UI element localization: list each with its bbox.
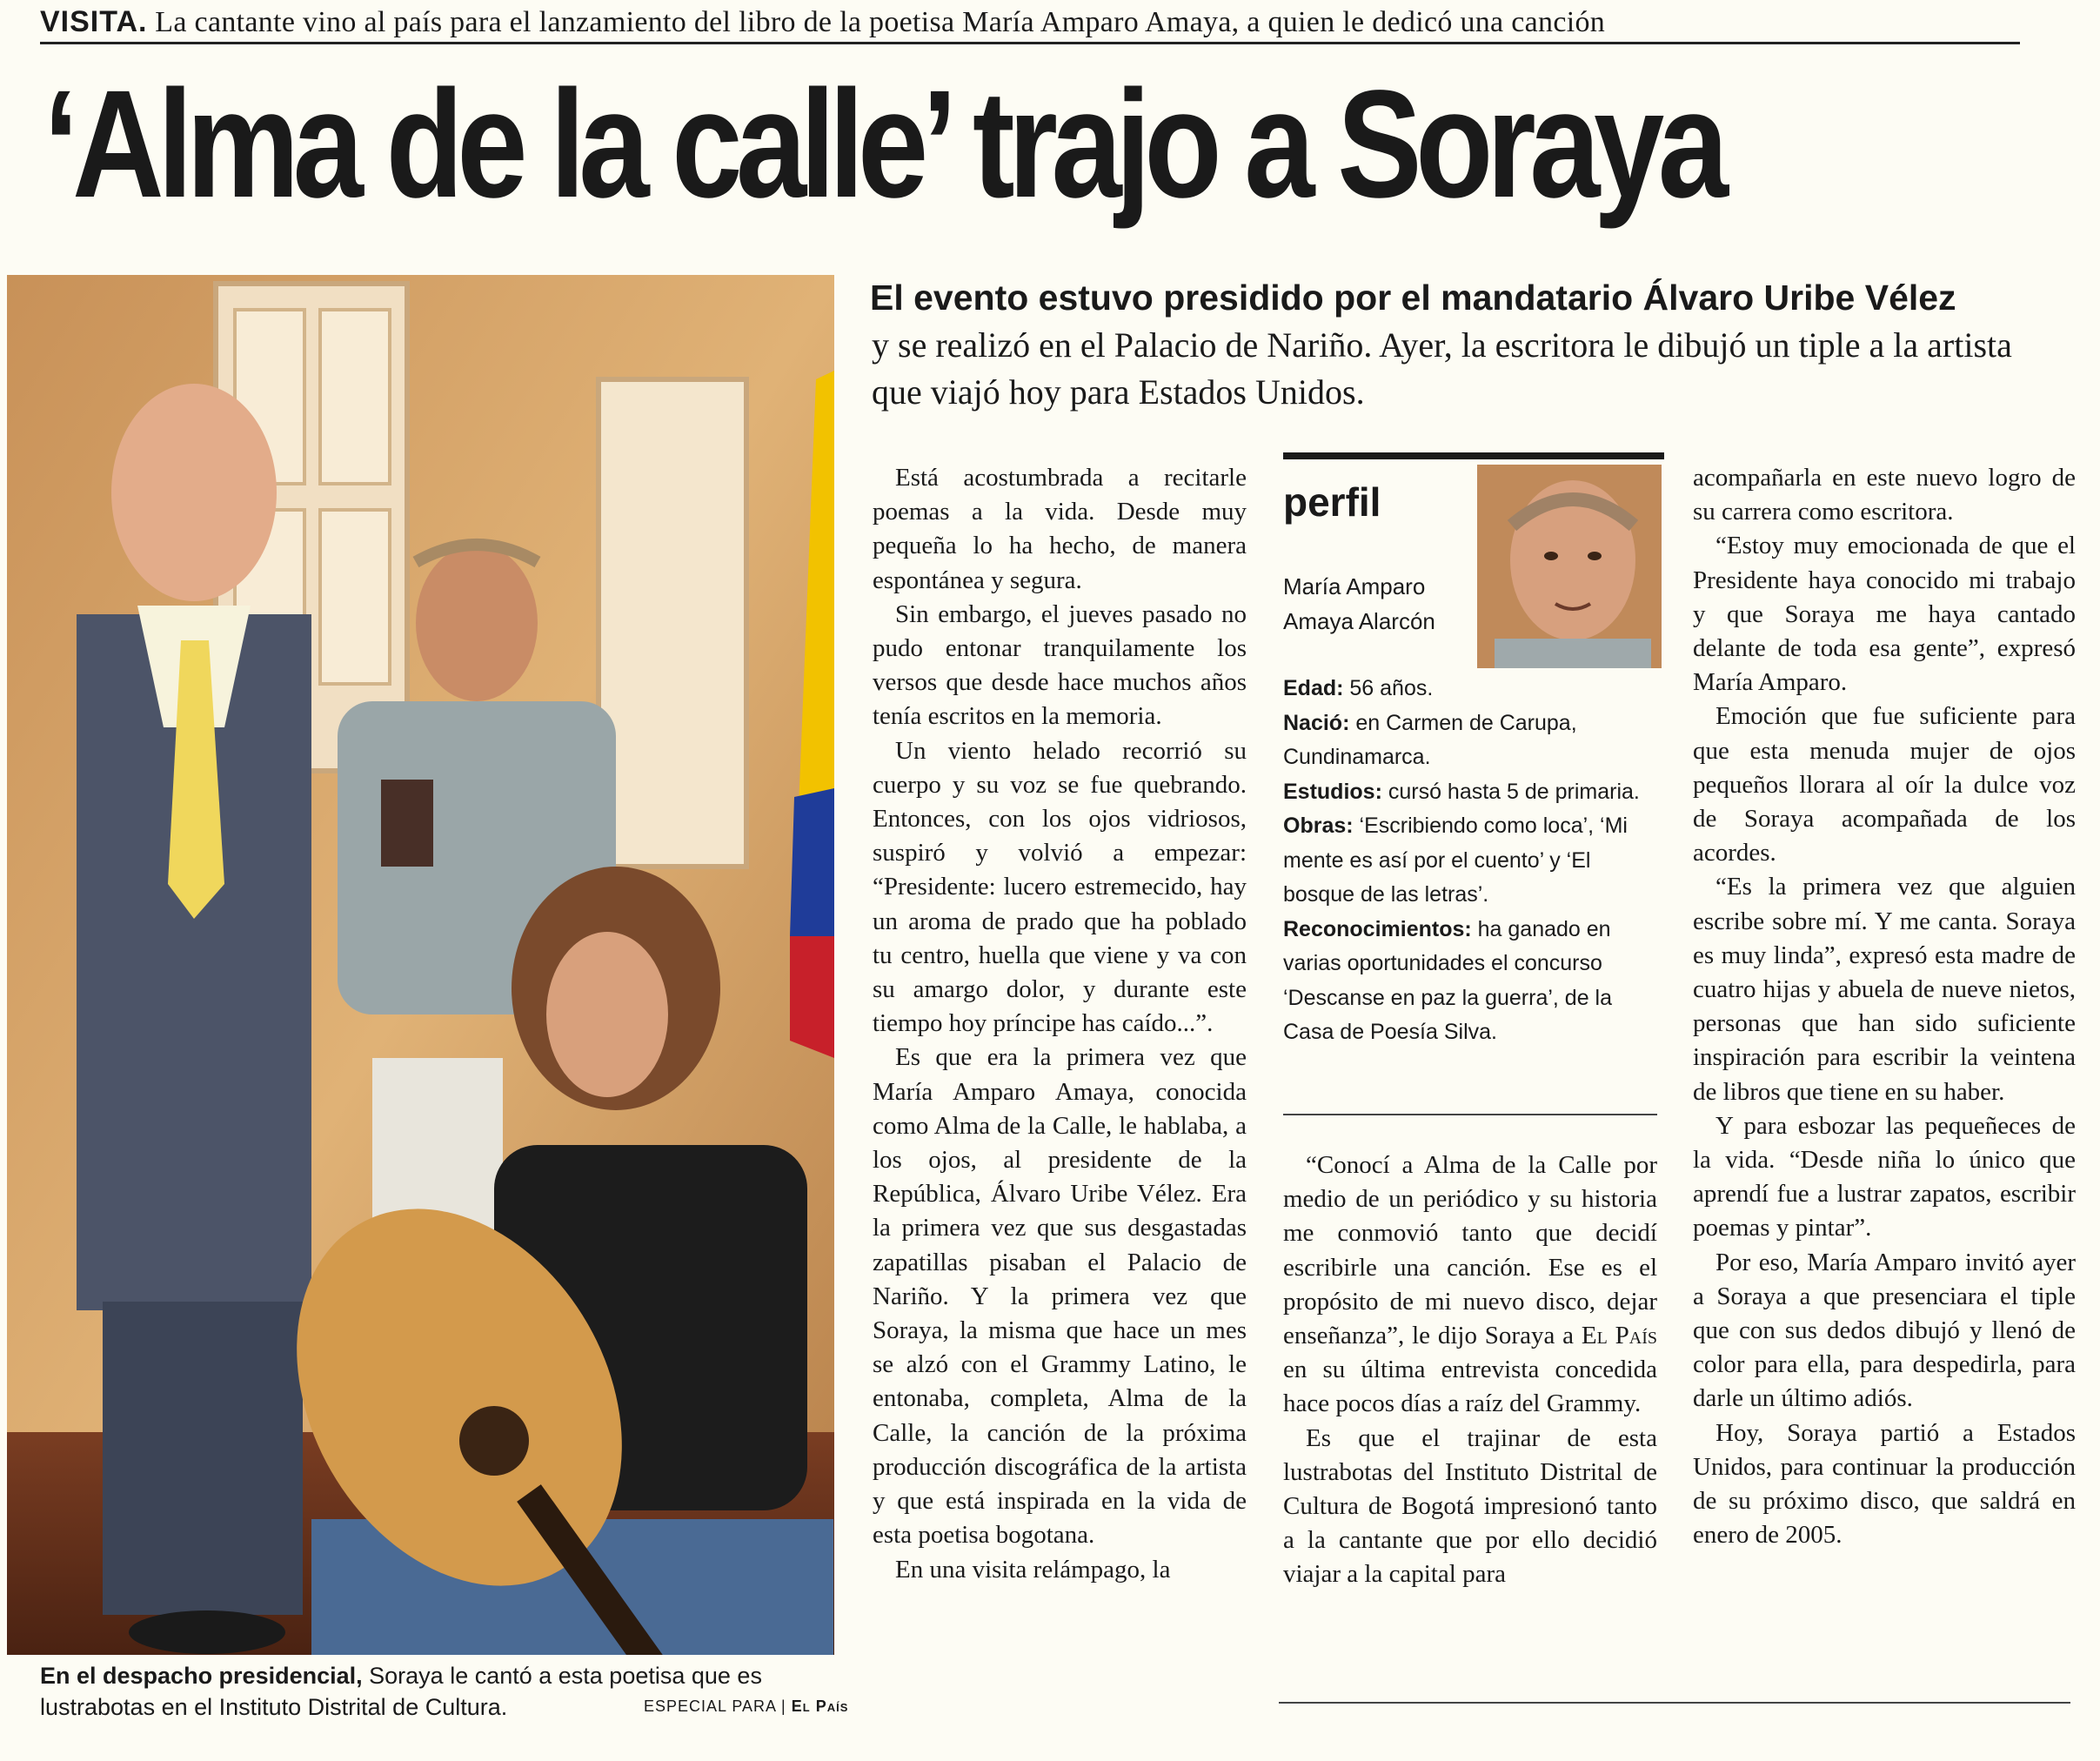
perfil-fact [1283,809,1666,913]
credit-text: ESPECIAL PARA | [644,1697,792,1715]
paragraph [1283,1148,1657,1422]
column-3 [1283,1148,1657,1592]
photo-credit [644,1697,848,1716]
perfil-name-line: María Amparo [1283,573,1426,599]
fact-label: Estudios: [1283,779,1382,804]
fact-value: ha ganado en varias oportunidades el concurso ‘Descanse en paz la guerra’, de la Casa de Poesía Silva. [1283,916,1613,1044]
kicker-label: VISITA. [40,5,148,38]
paragraph: Hoy, Soraya partió a Estados Unidos, para continuar la producción de su próximo disco, que saldrá en enero de 2005. [1693,1418,2076,1550]
caption-text: Soraya le cantó a esta poetisa que es lustrabotas en el Instituto Distrital de Cultura. [40,1663,762,1720]
perfil-fact [1283,706,1666,775]
perfil-name-line: Amaya Alarcón [1283,608,1435,634]
fact-value: ‘Escribiendo como loca’, ‘Mi mente es así por el cuento’ y ‘El bosque de las letras’. [1283,814,1628,907]
paragraph: “Es la primera vez que alguien escribe sobre mí. Y me canta. Soraya es muy linda”, expresó esta madre de cuatro hijas y abuela de nueve nietos, personas que han sido suficiente inspiración para escribir la veintena de libros que tiene en su haber. [1693,873,2076,1106]
quote-text: en su última entrevista concedida hace pocos días a raíz del Grammy. [1283,1356,1657,1418]
perfil-facts [1283,672,1666,1050]
deck-text: y se realizó en el Palacio de Nariño. Ayer, la escritora le dibujó un tiple a la artista que viajó hoy para Estados Unidos. [872,325,2012,412]
perfil-portrait [1477,465,1662,668]
perfil-fact [1283,672,1666,706]
paragraph: “Estoy muy emocionada de que el Presidente haya conocido mi trabajo y que Soraya me haya cantado delante de toda esa gente”, expresó María Amparo. [1693,532,2076,697]
paragraph: Sin embargo, el jueves pasado no pudo entonar tranquilamente los versos que desde hace muchos años tenía escritos en la memoria. [873,599,1247,731]
deck-bold: El evento estuvo presidido por el mandatario Álvaro Uribe Vélez [870,278,1956,318]
perfil-top-rule [1283,452,1664,459]
publication-name: El País [1581,1322,1657,1350]
column-1 [873,461,1247,1587]
main-photo [7,275,834,1655]
paragraph: Es que el trajinar de esta lustrabotas del Instituto Distrital de Cultura de Bogotá impresionó tanto a la cantante que por ello decidió viajar a la capital para [1283,1423,1657,1589]
perfil-portrait-illustration [1477,465,1662,668]
paragraph: Por eso, María Amparo invitó ayer a Soraya a que presenciara el tiple que con sus dedos dibujó y llenó de color para ella, para despedirla, para darle un último adiós. [1693,1248,2076,1413]
credit-publication: El País [791,1697,849,1715]
perfil-fact [1283,913,1666,1050]
caption-lead: En el despacho presidencial, [40,1663,363,1689]
paragraph: En una visita relámpago, la [895,1555,1171,1584]
paragraph: Está acostumbrada a recitarle poemas a la vida. Desde muy pequeña lo ha hecho, de manera espontánea y segura. [873,464,1247,594]
perfil-fact [1283,775,1666,810]
perfil-name [1283,569,1457,639]
paragraph: Un viento helado recorrió su cuerpo y su voz se fue quebrando. Entonces, con los ojos vidriosos, suspiró y volvió a empezar: “Presidente: lucero estremecido, hay un aroma de prado que ha poblado tu centro, huella que viene y va con su amargo dolor, y durante este tiempo hoy príncipe has caído...”. [873,736,1247,1038]
paragraph: acompañarla en este nuevo logro de su carrera como escritora. [1693,464,2076,526]
paragraph: Emoción que fue suficiente para que esta menuda mujer de ojos pequeños llorara al oír la dulce voz de Soraya acompañada de los acordes. [1693,702,2076,867]
fact-value: 56 años. [1343,676,1434,700]
column-4 [1693,461,2076,1553]
quote-text: “Conocí a Alma de la Calle por medio de un periódico y su historia me conmovió tanto que decidí escribirle una canción. Ese es el propósito de mi nuevo disco, dejar enseñanza”, le dijo Soraya a [1283,1151,1657,1350]
fact-value: en Carmen de Carupa, Cundinamarca. [1283,710,1577,769]
fact-label: Nació: [1283,710,1350,735]
fact-value: cursó hasta 5 de primaria. [1381,779,1640,804]
perfil-title: perfil [1283,479,1381,525]
headline: ‘Alma de la calle’ trajo a Soraya [43,59,1722,230]
paragraph: Es que era la primera vez que María Amparo Amaya, conocida como Alma de la Calle, le hablaba, a los ojos, al presidente de la República, Álvaro Uribe Vélez. Era la primera vez que sus desgastadas zapatillas pisaban el Palacio de Nariño. Y la primera vez que Soraya, la misma que hace un mes se alzó con el Grammy Latino, le entonaba, completa, Alma de la Calle, la canción de la próxima producción discográfica de la artista y que está inspirada en la vida de esta poetisa bogotana. [873,1043,1247,1550]
kicker-text: La cantante vino al país para el lanzamiento del libro de la poetisa María Amparo Amaya, a quien le dedicó una canción [147,6,1606,38]
fact-label: Edad: [1283,676,1344,700]
fact-label: Obras: [1283,814,1354,838]
main-photo-illustration [7,275,834,1655]
kicker-rule [40,42,2020,44]
perfil-bottom-rule [1283,1114,1657,1115]
paragraph: Y para esbozar las pequeñeces de la vida. “Desde niña lo único que aprendí fue a lustrar zapatos, escribir poemas y pintar”. [1693,1111,2076,1242]
fact-label: Reconocimientos: [1283,916,1472,941]
article-end-rule [1279,1702,2070,1704]
kicker [40,3,2020,41]
